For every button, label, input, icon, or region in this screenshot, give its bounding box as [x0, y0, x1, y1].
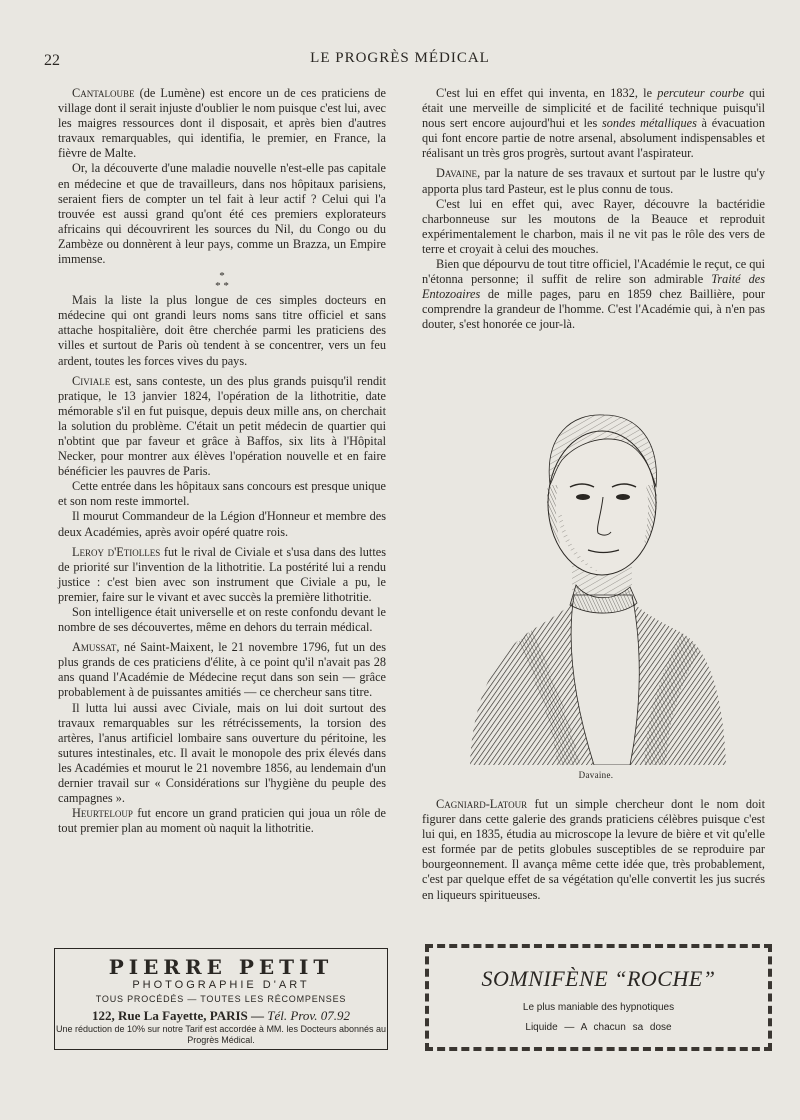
name-amussat: Amussat [72, 640, 117, 655]
paragraph-heurteloup [58, 806, 386, 836]
advertisement-somnifene [425, 944, 772, 1051]
paragraph-cagniard [422, 797, 765, 903]
name-civiale: Civiale [72, 373, 111, 388]
eye-right [616, 494, 630, 500]
ad-brand: PIERRE PETIT [108, 955, 334, 979]
ad-address-text: 122, Rue La Fayette, PARIS — [92, 1008, 268, 1023]
paragraph-davaine [422, 166, 765, 196]
paragraph-cantaloube [58, 86, 386, 161]
ad-brand: SOMNIFÈNE “ROCHE” [481, 966, 716, 991]
name-leroy: Leroy d'Etiolles [72, 544, 161, 559]
paragraph-civiale [58, 374, 386, 480]
ad-line-2: Liquide — A chacun sa dose [525, 1022, 672, 1033]
ad-note: Une réduction de 10% sur notre Tarif est accordée à MM. les Docteurs abonnés au Progrès Médical. [55, 1024, 386, 1045]
paragraph-rayer: C'est lui en effet qui, avec Rayer, découvre la bactéridie charbonneuse sur les moutons de la Beauce et reproduit expérimentalement le charbon, mais il ne vit pas le rôle des vers de terre et croyait à celui des mouches. [422, 196, 765, 256]
paragraph-text: est, sans conteste, un des plus grands puisqu'il rendit pratique, le 13 janvier 1824, l'opération de la lithotritie, date mémorable s'il en fut puisque, depuis deux mille ans, on cherchait la solution du problème. C'était un petit médecin de quartier qui n'obtint que par faveur et grâce à Baffos, six lits à l'Hôpital Necker, pour montrer aux élèves l'opération nouvelle et en faire bénéficier les pauvres de Paris. [58, 373, 386, 479]
ad-procedes: TOUS PROCÉDÉS — TOUTES LES RÉCOMPENSES [95, 994, 347, 1004]
paragraph-mourut: Il mourut Commandeur de la Légion d'Honneur et membre des deux Académies, après avoir opéré quatre rois. [58, 509, 386, 539]
running-title: LE PROGRÈS MÉDICAL [310, 50, 490, 66]
paragraph-liste: Mais la liste la plus longue de ces simples docteurs en médecine qui ont grandi leurs noms sans titre officiel et sans attache hospitalière, doit être cherchée parmi les praticiens des villes et surtout de Paris où tendent à se concentrer, vers un feu ardent, toutes les forces vives du pays. [58, 293, 386, 368]
paragraph-text: fut encore un grand praticien qui joua un rôle de tout premier plan au moment où naquit la lithotritie. [58, 806, 386, 836]
paragraph-academie [422, 257, 765, 332]
right-column-top [422, 86, 765, 333]
paragraph-text: à évacuation qui font encore partie de notre arsenal, absolument indispensables et réalisant un très gros progrès, surtout avant l'aspirateur. [422, 116, 765, 161]
paragraph-text: de mille pages, paru en 1859 chez Baillière, pour comprendre la grandeur de l'homme. C'est l'Académie qui, à n'en pas douter, s'est honorée ce jour-là. [422, 287, 765, 332]
paragraph-text: qui était une merveille de simplicité et de facilité technique puisqu'il nous sert encore aujourd'hui et les [422, 86, 766, 131]
ad-telephone: Tél. Prov. 07.92 [267, 1008, 350, 1023]
name-davaine: Davaine [436, 166, 478, 181]
advertisement-pierre-petit [54, 948, 388, 1050]
left-column [58, 86, 386, 836]
paragraph-text: fut un simple chercheur dont le nom doit figurer dans cette galerie des grands praticiens célèbres puisque c'est lui qui, en 1835, étudia au microscope la levure de bière et vit qu'elle est formée par de petits globules susceptibles de se reproduire par bourgeonnement. Il avança même cette idée que, très probablement, c'est par quelque effet de sa végétation qu'elle convertit les jus sucrés en liqueurs spiritueuses. [422, 797, 765, 902]
paragraph-entree: Cette entrée dans les hôpitaux sans concours est presque unique et son nom reste immortel. [58, 479, 386, 509]
paragraph-amussat [58, 640, 386, 700]
paragraph-text: , par la nature de ses travaux et surtout par le lustre qu'y apporta plus tard Pasteur, est le plus connu de tous. [422, 166, 765, 196]
paragraph-text: fut le rival de Civiale et s'usa dans des luttes de priorité sur l'invention de la lithotritie. La postérité lui a rendu justice : c'est bien avec son instrument que Civiale a pu, le premier, faire sur le vivant et avec succès la première lithotritie. [58, 544, 386, 604]
name-cantaloube: Cantaloube [72, 86, 135, 100]
paragraph-lutta: Il lutta lui aussi avec Civiale, mais on lui doit surtout des travaux remarquables sur les rétrécissements, la torsion des artères, l'anus artificiel lombaire sans ouverture du péritoine, les sutures intestinales, etc. Il avait le monopole des prix élevés dans les Académies et mourut le 21 novembre 1856, au lendemain d'un dernier travail sur « Considérations sur l'hygiène du peuple des campagnes ». [58, 700, 386, 806]
emphasis: percuteur courbe [657, 86, 745, 100]
right-column-bottom [422, 797, 765, 903]
asterism: * * * [215, 270, 229, 293]
paragraph-text: , né Saint-Maixent, le 21 novembre 1796, fut un des plus grands de ces praticiens d'élite, à ce point qu'il n'avait pas 28 ans quand l'Académie de Médecine reçut dans son sein — grâce probablement à de puissantes amitiés — ce chercheur sans titre. [58, 640, 386, 700]
emphasis: Traité des Entozoaires [422, 272, 766, 302]
portrait-engraving [462, 405, 730, 765]
paragraph-intelligence: Son intelligence était universelle et on reste confondu devant le nombre de ses découvertes, même en dehors du terrain médical. [58, 605, 386, 635]
paragraph-fievre: Or, la découverte d'une maladie nouvelle n'est-elle pas capitale en médecine et que de travailleurs, dans nos hôpitaux parisiens, seraient fiers de compter un tel fait à leur actif ? Celui qui l'a trouvée est aussi grand qu'ont été ces premiers explorateurs africains qui découvrirent les sources du Nil, du Congo ou du Zambèze ou donnèrent à leur pays, comme un Brazza, un Empire immense. [58, 161, 386, 267]
paragraph-percuteur [422, 86, 765, 161]
page-number: 22 [44, 52, 60, 69]
eye-left [576, 494, 590, 500]
paragraph-text: (de Lumène) est encore un de ces praticiens de village dont il serait injuste d'oublier le nom puisque c'est lui, avec les maigres ressources dont il disposait, et après bien d'autres travaux remarquables, qui identifia, le premier, en France, la fièvre de Malte. [58, 86, 386, 161]
emphasis: sondes métalliques [601, 116, 697, 131]
name-cagniard: Cagniard-Latour [436, 797, 528, 811]
ad-line-1: Le plus maniable des hypnotiques [522, 1002, 675, 1013]
ad-tagline: PHOTOGRAPHIE D'ART [132, 979, 310, 991]
name-heurteloup: Heurteloup [72, 806, 133, 821]
paragraph-text: Bien que dépourvu de tout titre officiel, l'Académie le reçut, ce qui n'étonna personne; il suffit de relire son admirable [422, 257, 765, 287]
portrait-caption: Davaine. [578, 770, 614, 780]
paragraph-leroy [58, 545, 386, 605]
ad-address [55, 1007, 387, 1024]
paragraph-text: C'est lui en effet qui inventa, en 1832, le [436, 86, 658, 100]
